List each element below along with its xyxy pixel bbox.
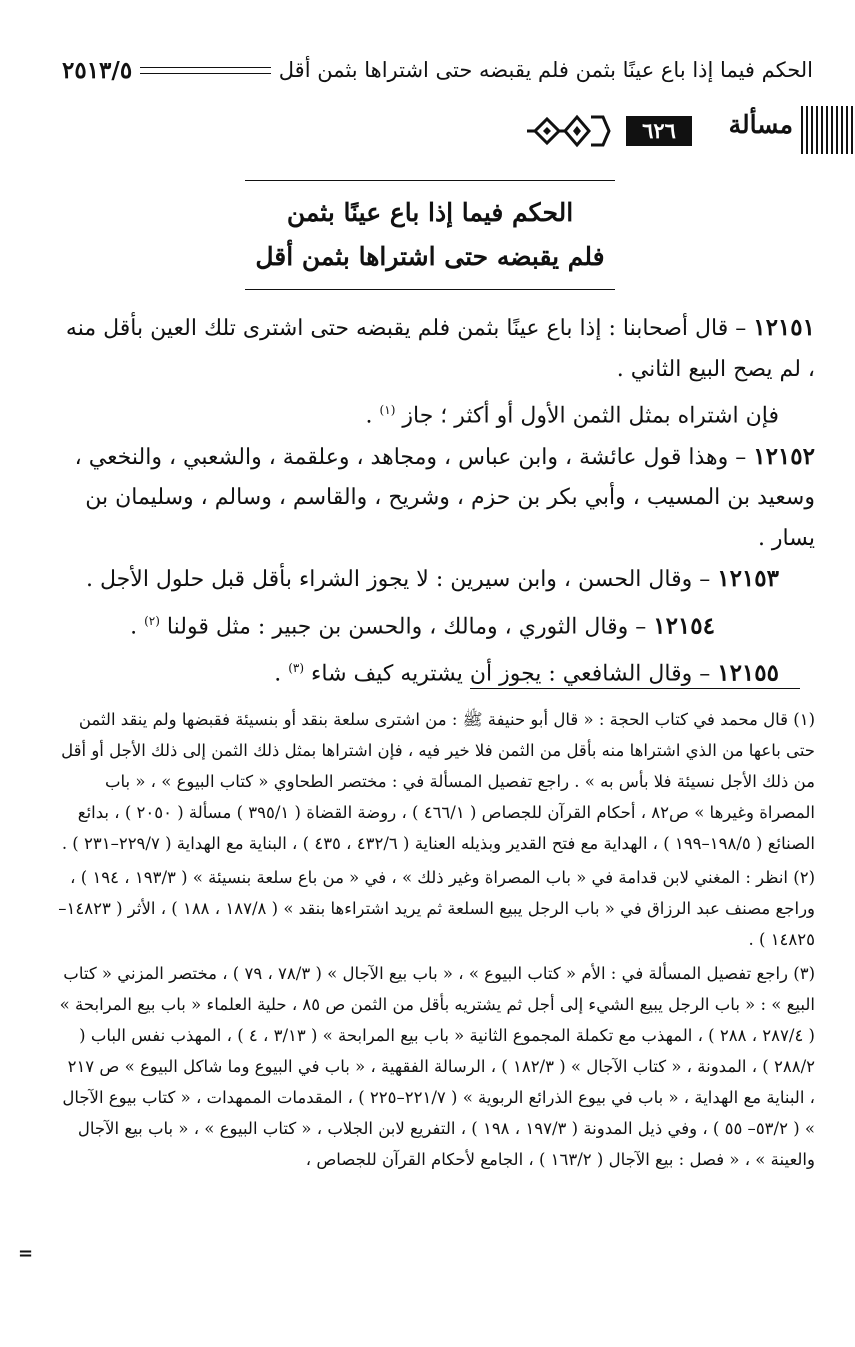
footnote-ref: (١) bbox=[379, 403, 396, 417]
paragraph-number: ١٢١٥٣ bbox=[717, 565, 779, 593]
continuation-mark: = bbox=[18, 1243, 34, 1264]
title-line-1: الحكم فيما إذا باع عينًا بثمن bbox=[286, 198, 574, 227]
paragraph-number: ١٢١٥١ bbox=[753, 314, 815, 341]
chapter-title bbox=[245, 180, 615, 290]
paragraph-number: ١٢١٥٤ bbox=[653, 612, 715, 640]
issue-label: مسألة bbox=[728, 110, 793, 139]
issue-number: ٦٢٦ bbox=[626, 116, 692, 146]
footnote: (٢) انظر : المغني لابن قدامة في « باب المصراة وغير ذلك » ، في « من باع سلعة بنسيئة » ( ١٩٣/٣ ، ١٩٤ ) ، وراجع مصنف عبد الرزاق في « باب الرجل يبيع السلعة ثم يريد اشتراءها بنقد » ( ١٨٧/٨ ، ١٨٨ ) ، الأثر ( ١٤٨٢٣–١٤٨٢٥ ) . bbox=[58, 868, 815, 949]
header-rule bbox=[140, 67, 271, 74]
running-header bbox=[62, 52, 813, 88]
paragraph-text: فإن اشتراه بمثل الثمن الأول أو أكثر ؛ جاز bbox=[395, 403, 779, 429]
page-reference: ٢٥١٣/٥ bbox=[62, 56, 133, 84]
paragraph-number: ١٢١٥٥ bbox=[717, 658, 779, 686]
paragraph-text: – وقال الشافعي : يجوز أن يشتريه كيف شاء bbox=[304, 660, 718, 686]
paragraph bbox=[58, 308, 815, 390]
paragraph-text: – وقال الحسن ، وابن سيرين : لا يجوز الشراء بأقل قبل حلول الأجل . bbox=[86, 567, 718, 593]
paragraph bbox=[58, 559, 815, 601]
running-title: الحكم فيما إذا باع عينًا بثمن فلم يقبضه حتى اشتراها بثمن أقل bbox=[278, 58, 813, 82]
paragraph-tail: . bbox=[365, 403, 380, 429]
paragraph-text: – قال أصحابنا : إذا باع عينًا بثمن فلم يقبضه حتى اشترى تلك العين بأقل منه ، لم يصح البيع الثاني . bbox=[65, 316, 815, 382]
body-text bbox=[58, 308, 815, 694]
striped-bars-icon bbox=[801, 106, 853, 154]
issue-badge-row bbox=[515, 106, 855, 156]
paragraph-tail: . bbox=[274, 660, 289, 686]
paragraph bbox=[58, 601, 815, 648]
footnote-separator bbox=[470, 688, 800, 689]
ornament-icon bbox=[525, 109, 615, 153]
title-line-2: فلم يقبضه حتى اشتراها بثمن أقل bbox=[255, 242, 605, 271]
paragraph-number: ١٢١٥٢ bbox=[753, 442, 815, 470]
paragraph bbox=[58, 437, 815, 560]
footnotes bbox=[58, 704, 815, 1178]
paragraph bbox=[58, 390, 815, 437]
paragraph-text: – وهذا قول عائشة ، وابن عباس ، ومجاهد ، وعلقمة ، والشعبي ، والنخعي ، وسعيد بن المسيب ، وأبي بكر بن حزم ، وشريح ، والقاسم ، وسالم ، وسليمان بن يسار . bbox=[74, 444, 815, 551]
footnote-ref: (٢) bbox=[144, 613, 160, 628]
footnote: (١) قال محمد في كتاب الحجة : « قال أبو حنيفة ﷺ : من اشترى سلعة بنقد أو بنسيئة فقبضها ولم ينقد الثمن حتى باعها من الذي اشتراها منه بأقل من الثمن فلا خير فيه ، فإن اشتراها بمثل ذلك الثمن إلى ذلك الأجل أو أقل من ذلك الأجل نسيئة فلا بأس به » . راجع تفصيل المسألة في : مختصر الطحاوي « كتاب البيوع » ، « باب المصراة وغيرها » ص٨٢ ، أحكام القرآن للجصاص ( ٤٦٦/١ ) ، روضة القضاة ( ٣٩٥/١ ) مسألة ( ٢٠٥٠ ) ، بدائع الصنائع ( ١٩٨/٥–١٩٩ ) ، الهداية مع فتح القدير وبذيله العناية ( ٤٣٢/٦ ، ٤٣٥ ) ، البناية مع الهداية ( ٢٢٩/٧–٢٣١ ) . bbox=[61, 710, 815, 853]
footnote: (٣) راجع تفصيل المسألة في : الأم « كتاب البيوع » ، « باب بيع الآجال » ( ٧٨/٣ ، ٧٩ ) ، مختصر المزني « كتاب البيع » : « باب الرجل يبيع الشيء إلى أجل ثم يشتريه بأقل من الثمن ص ٨٥ ، حلية العلماء « باب بيع المرابحة » ( ٢٨٧/٤ ، ٢٨٨ ) ، المهذب مع تكملة المجموع الثانية « باب بيع المرابحة » ( ٣/١٣ ، ٤ ) ، المهذب نفس الباب ( ٢٨٨/٢ ) ، المدونة ، « كتاب الآجال » ( ١٨٢/٣ ) ، الرسالة الفقهية ، « باب في البيوع وما شاكل البيوع » ص ٢١٧ ، البناية مع الهداية ، « باب في بيوع الذرائع الربوية » ( ٢٢١/٧–٢٢٥ ) ، المقدمات الممهدات ، « كتاب بيوع الآجال » ( ٥٣/٢– ٥٥ ) ، وفي ذيل المدونة ( ١٩٧/٣ ، ١٩٨ ) ، التفريع لابن الجلاب ، « كتاب البيوع » ، « باب بيع الآجال والعينة » ، « فصل : بيع الآجال ( ١٦٣/٢ ) ، الجامع لأحكام القرآن للجصاص ، bbox=[59, 964, 815, 1169]
paragraph-tail: . bbox=[130, 614, 145, 640]
footnote-ref: (٣) bbox=[288, 660, 305, 675]
paragraph-text: – وقال الثوري ، ومالك ، والحسن بن جبير : مثل قولنا bbox=[159, 614, 654, 640]
